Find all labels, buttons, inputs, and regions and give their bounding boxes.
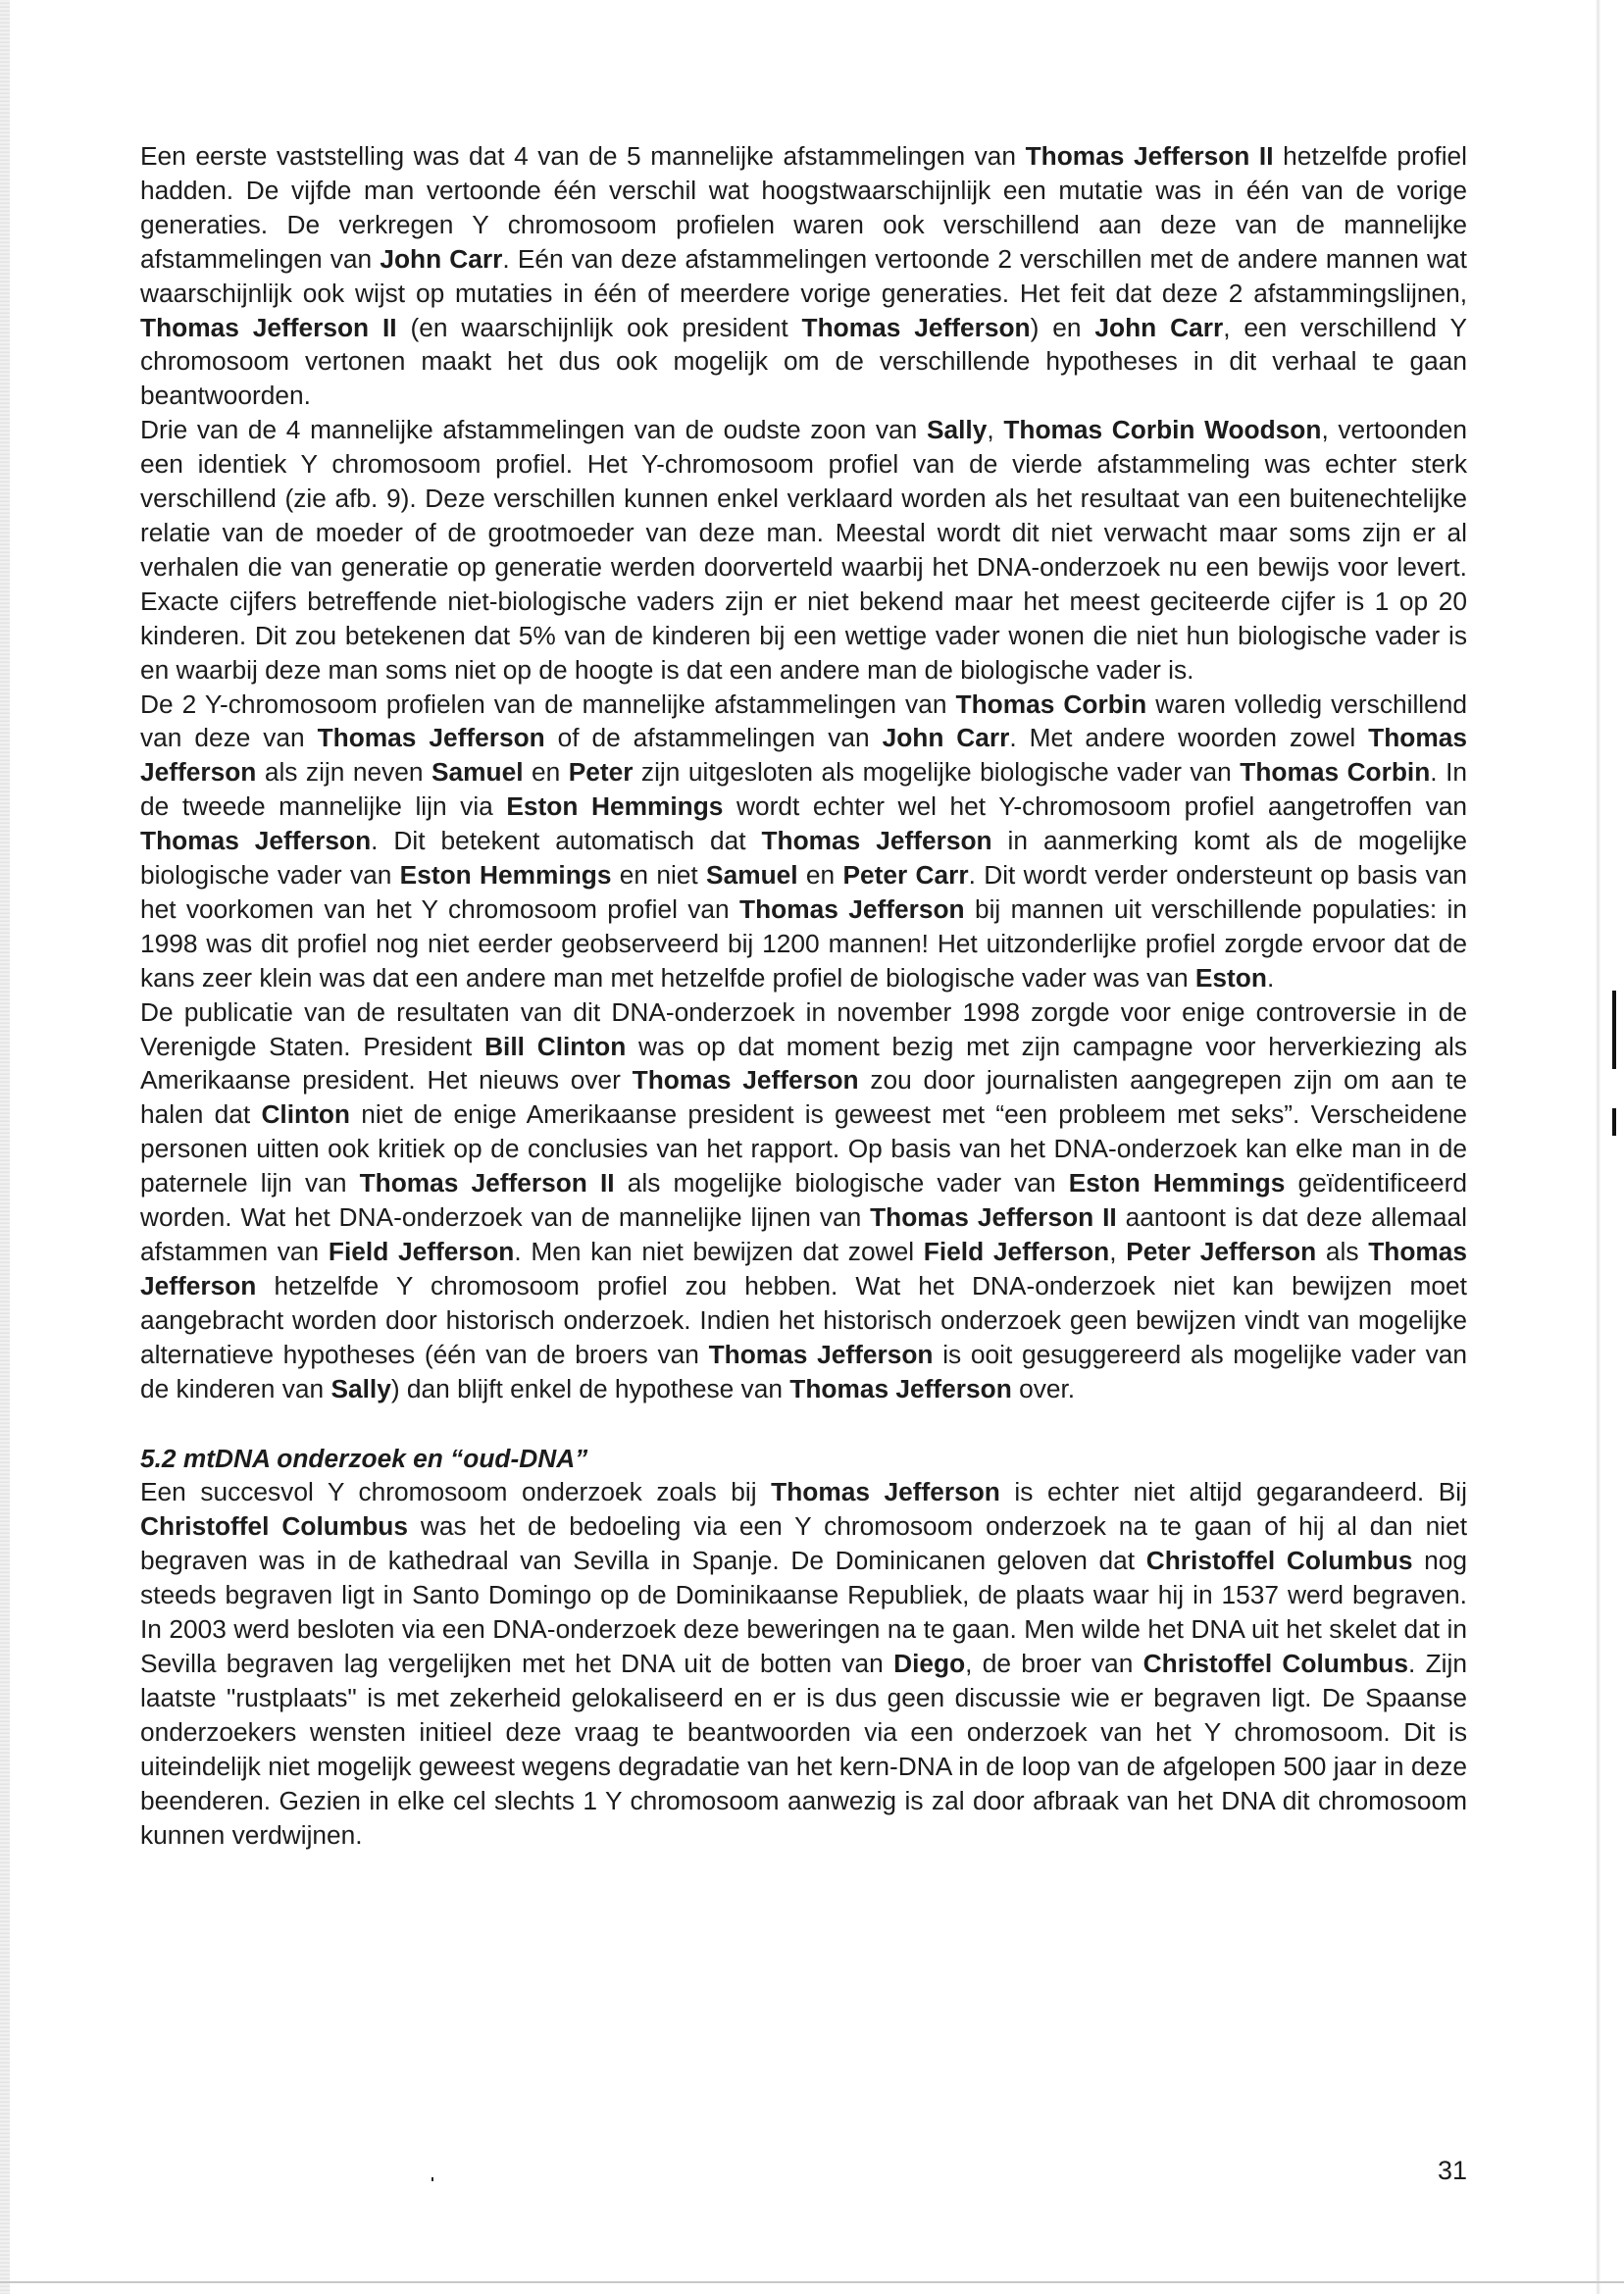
bold-name: Thomas Jefferson II: [870, 1202, 1117, 1233]
bold-name: Thomas Jefferson II: [140, 312, 397, 342]
text-run: . Dit betekent automatisch dat: [371, 826, 762, 856]
scan-border-bottom: [0, 2281, 1624, 2283]
text-run: als zijn neven: [256, 757, 431, 788]
bold-name: Thomas Jefferson: [771, 1477, 1000, 1507]
bold-name: Diego: [893, 1648, 966, 1678]
text-run: nog steeds begraven ligt in Santo Domingo op de Dominikaanse Republiek, de plaats waar hij in 1537 werd begraven. In 2003 werd besloten via een DNA-onderzoek deze beweringen na te gaan. Men wilde het DNA uit het skelet dat in Sevilla begraven lag vergelijken met het DNA uit de botten van: [140, 1546, 1467, 1678]
bold-name: Field Jefferson: [923, 1237, 1110, 1266]
text-run: geïdentificeerd worden. Wat het DNA-onderzoek van de mannelijke lijnen van: [140, 1168, 1468, 1233]
text-run: . Met andere woorden zowel: [1009, 723, 1369, 753]
text-run: ) en: [1030, 312, 1095, 342]
bold-name: Clinton: [261, 1099, 350, 1130]
bold-name: Christoffel Columbus: [1145, 1546, 1413, 1576]
bold-name: Thomas Jefferson: [801, 312, 1031, 342]
paragraph: [140, 688, 1467, 995]
section-text: [140, 1475, 1467, 1852]
bold-name: Peter: [568, 757, 634, 788]
section-heading: 5.2 mtDNA onderzoek en “oud-DNA”: [140, 1443, 588, 1473]
text-run: was het de bedoeling via een Y chromosoom onderzoek na te gaan of hij al dan niet begraven was in de kathedraal van Sevilla in Spanje. De Dominicanen geloven dat: [140, 1511, 1467, 1576]
scan-border-right: [1591, 0, 1624, 2294]
bold-name: John Carr: [1094, 312, 1224, 342]
text-run: of de afstammelingen van: [544, 723, 883, 753]
text-run: . Zijn laatste "rustplaats" is met zekerheid gelokaliseerd en er is dus geen discussie wie er begraven ligt. De Spaanse onderzoekers wensten initieel deze vraag te beantwoorden via een onderzoek van het Y chromosoom. Dit is uiteindelijk niet mogelijk geweest wegens degradatie van het kern-DNA in de loop van de afgelopen 500 jaar in deze beenderen. Gezien in elke cel slechts 1 Y chromosoom aanwezig is zal door afbraak van het DNA dit chromosoom kunnen verdwijnen.: [140, 1648, 1467, 1850]
text-run: . Men kan niet bewijzen dat zowel: [514, 1237, 924, 1266]
bold-name: Thomas Jefferson: [761, 826, 992, 856]
text-run: Een succesvol Y chromosoom onderzoek zoals bij: [140, 1477, 772, 1507]
bold-name: John Carr: [380, 243, 503, 274]
text-run: ,: [987, 415, 1004, 445]
page-number: 31: [1437, 2156, 1467, 2185]
text-run: bij mannen uit verschillende populaties: in 1998 was dit profiel nog niet eerder geobserveerd bij 1200 mannen! Het uitzonderlijke profiel zorgde ervoor dat de kans zeer klein was dat een andere man met hetzelfde profiel de biologische vader was van: [140, 893, 1467, 993]
bold-name: Thomas Jefferson II: [359, 1168, 615, 1198]
text-run: Een eerste vaststelling was dat 4 van de 5 mannelijke afstammelingen van: [140, 141, 1026, 171]
bold-name: Thomas Jefferson: [789, 1373, 1012, 1403]
text-run: en: [797, 860, 843, 891]
text-run: en: [523, 757, 569, 788]
paragraph: [140, 1475, 1467, 1852]
main-text: [140, 139, 1467, 1406]
document-body: [140, 139, 1467, 1852]
text-run: waren volledig verschillend van deze van: [140, 688, 1467, 753]
text-run: ,: [1109, 1237, 1127, 1266]
text-run: in aanmerking komt als de mogelijke biologische vader van: [140, 826, 1467, 891]
text-run: . Dit wordt verder ondersteunt op basis van het voorkomen van het Y chromosoom profiel van: [140, 860, 1467, 924]
text-run: is ooit gesuggereerd als mogelijke vader van de kinderen van: [140, 1339, 1467, 1403]
text-run: Drie van de 4 mannelijke afstammelingen van de oudste zoon van: [140, 415, 927, 445]
text-run: De publicatie van de resultaten van dit DNA-onderzoek in november 1998 zorgde voor enige controversie in de Verenigde Staten. President: [140, 996, 1467, 1061]
bold-name: Sally: [330, 1373, 391, 1403]
bold-name: Thomas Jefferson: [317, 723, 545, 753]
paragraph: [140, 139, 1467, 413]
text-run: (en waarschijnlijk ook president: [396, 312, 802, 342]
bold-name: John Carr: [882, 723, 1010, 753]
text-run: over.: [1011, 1373, 1076, 1403]
bold-name: Thomas Jefferson: [140, 723, 1467, 788]
text-run: en niet: [611, 860, 707, 891]
text-run: . In de tweede mannelijke lijn via: [140, 757, 1467, 822]
bold-name: Field Jefferson: [328, 1237, 515, 1266]
bold-name: Thomas Jefferson: [140, 1237, 1468, 1300]
bold-name: Eston: [1194, 962, 1267, 993]
text-run: is echter niet altijd gegarandeerd. Bij: [999, 1477, 1467, 1507]
bold-name: Eston Hemmings: [399, 860, 612, 891]
bold-name: Samuel: [431, 757, 524, 788]
text-run: wordt echter wel het Y-chromosoom profiel aangetroffen van: [723, 791, 1467, 822]
scan-speck: [431, 2177, 433, 2181]
bold-name: Eston Hemmings: [1068, 1168, 1286, 1198]
paragraph: [140, 995, 1467, 1406]
text-run: , vertoonden een identiek Y chromosoom profiel. Het Y-chromosoom profiel van de vierde afstammeling was echter sterk verschillend (zie afb. 9). Deze verschillen kunnen enkel verklaard worden als het resultaat van een buitenechtelijke relatie van de moeder of de grootmoeder van deze man. Meestal wordt dit niet verwacht maar soms zijn er al verhalen die van generatie op generatie werden doorverteld waarbij het DNA-onderzoek nu een bewijs voor levert. Exacte cijfers betreffende niet-biologische vaders zijn er niet bekend maar het meest geciteerde cijfer is 1 op 20 kinderen. Dit zou betekenen dat 5% van de kinderen bij een wettige vader wonen die niet hun biologische vader is en waarbij deze man soms niet op de hoogte is dat een andere man de biologische vader is.: [140, 415, 1467, 685]
text-run: ) dan blijft enkel de hypothese van: [390, 1373, 790, 1403]
text-run: zijn uitgesloten als mogelijke biologische vader van: [633, 757, 1241, 788]
text-run: . Eén van deze afstammelingen vertoonde 2 verschillen met de andere mannen wat waarschijnlijk ook wijst op mutaties in één of meerdere vorige generaties. Het feit dat deze 2 afstammingslijnen,: [140, 243, 1467, 308]
bold-name: Thomas Jefferson II: [1025, 141, 1274, 171]
text-run: niet de enige Amerikaanse president is geweest met “een probleem met seks”. Verscheidene personen uitten ook kritiek op de conclusies van het rapport. Op basis van het DNA-onderzoek kan elke man in de paternele lijn van: [140, 1099, 1467, 1198]
bold-name: Christoffel Columbus: [1142, 1648, 1408, 1678]
text-run: De 2 Y-chromosoom profielen van de mannelijke afstammelingen van: [140, 688, 956, 719]
text-run: aantoont is dat deze allemaal afstammen van: [140, 1202, 1468, 1266]
bold-name: Thomas Corbin: [955, 688, 1147, 719]
scan-border-left: [0, 0, 10, 2294]
text-run: , de broer van: [965, 1648, 1143, 1678]
bold-name: Peter Jefferson: [1126, 1237, 1317, 1266]
bold-name: Thomas Jefferson: [632, 1065, 859, 1096]
text-run: hetzelfde Y chromosoom profiel zou hebben. Wat het DNA-onderzoek niet kan bewijzen moet aangebracht worden door historisch onderzoek. Indien het historisch onderzoek geen bewijzen vindt van mogelijke alternatieve hypotheses (één van de broers van: [140, 1270, 1467, 1369]
text-run: als: [1316, 1237, 1369, 1266]
bold-name: Thomas Jefferson: [708, 1339, 934, 1369]
scan-margin-mark: [1612, 991, 1616, 1069]
bold-name: Bill Clinton: [484, 1031, 627, 1061]
text-run: als mogelijke biologische vader van: [614, 1168, 1069, 1198]
text-run: , een verschillend Y chromosoom vertonen maakt het dus ook mogelijk om de verschillende hypotheses in dit verhaal te gaan beantwoorden.: [140, 312, 1467, 411]
bold-name: Peter Carr: [842, 860, 969, 891]
text-run: was op dat moment bezig met zijn campagne voor herverkiezing als Amerikaanse president. Het nieuws over: [140, 1031, 1468, 1096]
text-run: .: [1266, 962, 1275, 993]
scan-margin-mark: [1612, 1108, 1616, 1136]
bold-name: Sally: [926, 415, 988, 445]
bold-name: Samuel: [706, 860, 798, 891]
bold-name: Christoffel Columbus: [140, 1511, 408, 1542]
bold-name: Eston Hemmings: [506, 791, 724, 822]
bold-name: Thomas Jefferson: [739, 893, 965, 924]
paragraph: [140, 413, 1467, 687]
bold-name: Thomas Jefferson: [140, 826, 372, 856]
text-run: hetzelfde profiel hadden. De vijfde man vertoonde één verschil wat hoogstwaarschijnlijk een mutatie was in één van de vorige generaties. De verkregen Y chromosoom profielen waren ook verschillend aan deze van de mannelijke afstammelingen van: [140, 141, 1468, 274]
bold-name: Thomas Corbin: [1240, 757, 1431, 788]
text-run: zou door journalisten aangegrepen zijn om aan te halen dat: [140, 1065, 1467, 1130]
bold-name: Thomas Corbin Woodson: [1003, 415, 1322, 445]
